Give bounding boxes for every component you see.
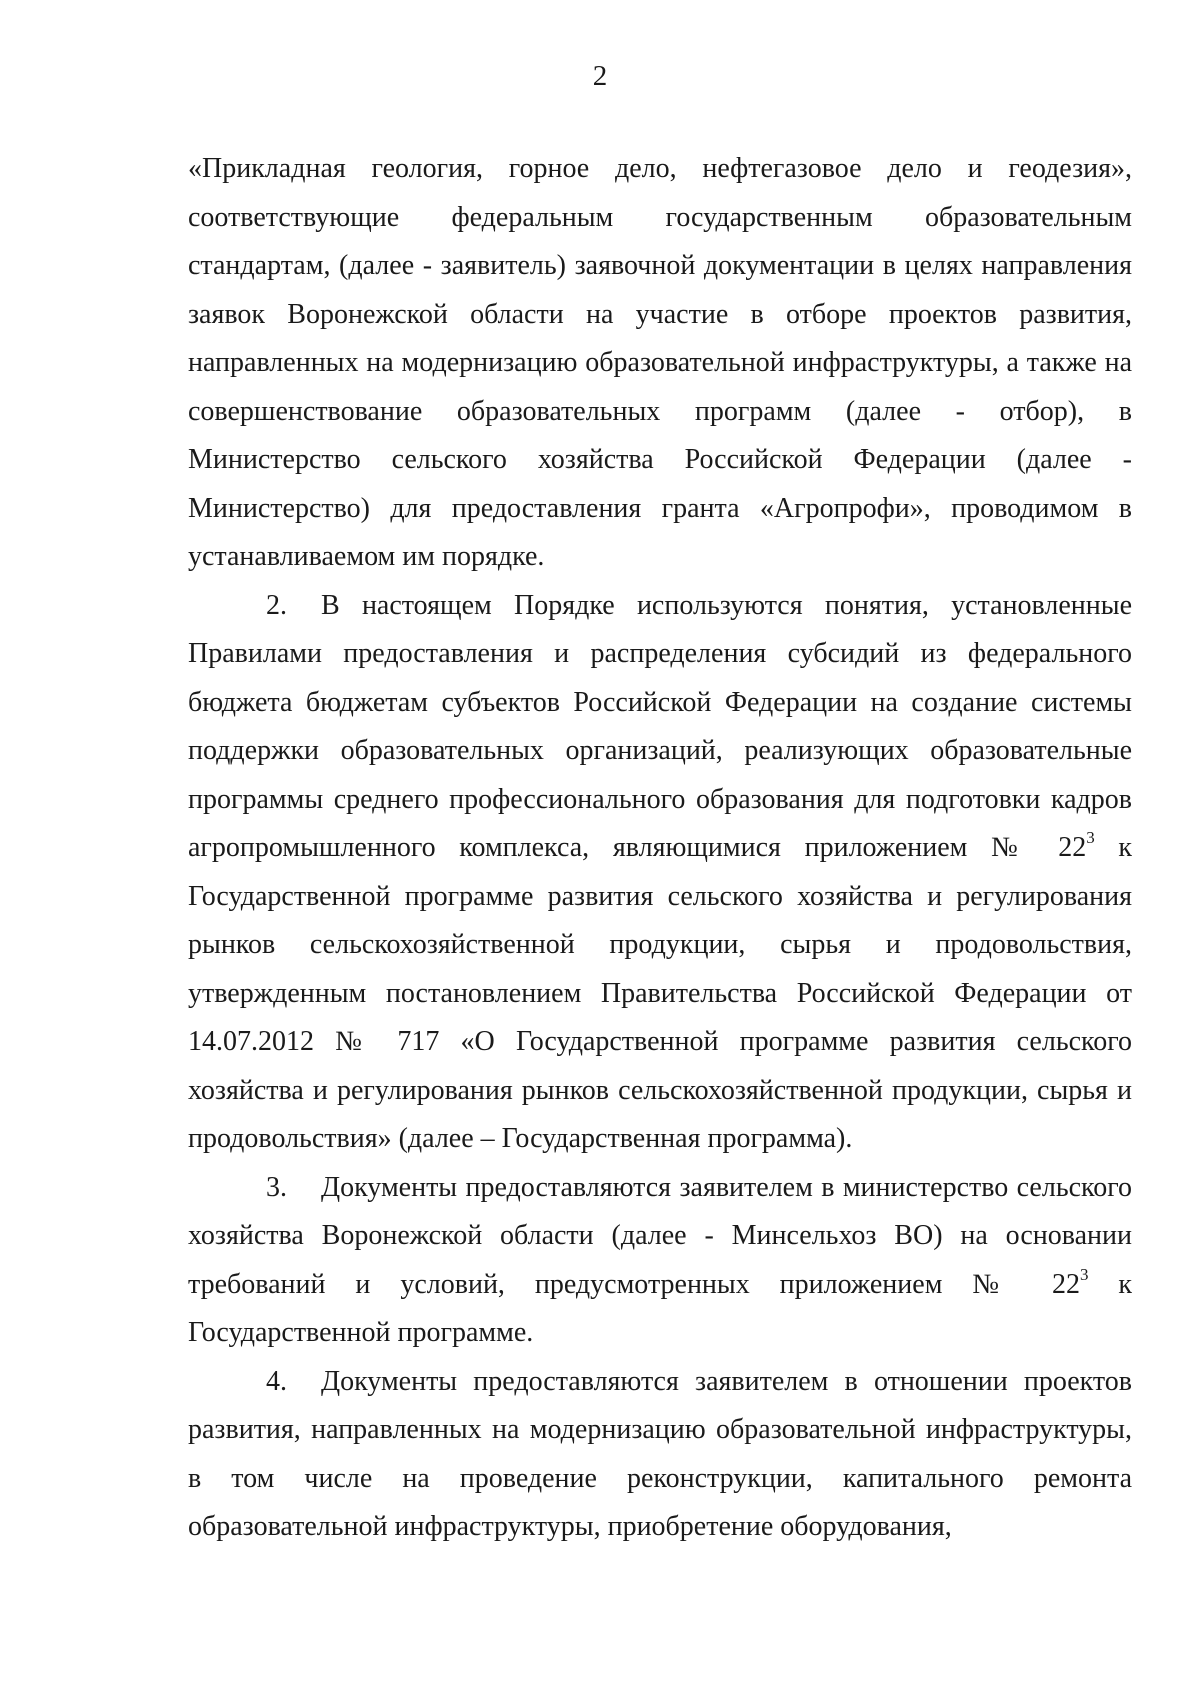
paragraph-1: «Прикладная геология, горное дело, нефтегазовое дело и геодезия», соответствующие федеральным государственным образовательным стандартам, (далее - заявитель) заявочной документации в целях направления заявок Воронежской области на участие в отборе проектов развития, направленных на модернизацию образовательной инфраструктуры, а также на совершенствование образовательных программ (далее - отбор), в Министерство сельского хозяйства Российской Федерации (далее - Министерство) для предоставления гранта «Агропрофи», проводимом в устанавливаемом им порядке. xyxy=(188,153,1132,572)
paragraph-3 xyxy=(188,1164,1132,1358)
document-body xyxy=(188,145,1132,1552)
paragraph-4-text: Документы предоставляются заявителем в отношении проектов развития, направленных на модернизацию образовательной инфраструктуры, в том числе на проведение реконструкции, капитального ремонта образовательной инфраструктуры, приобретение оборудования, xyxy=(188,1365,1132,1542)
paragraph-4-number: 4. xyxy=(266,1365,287,1397)
superscript: 3 xyxy=(1086,828,1095,847)
paragraph-2-number: 2. xyxy=(266,589,287,621)
paragraph-3-text: Документы предоставляются заявителем в министерство сельского хозяйства Воронежской области (далее - Минсельхоз ВО) на основании требований и условий, предусмотренных приложением № 22 xyxy=(188,1171,1132,1300)
page-number: 2 xyxy=(592,60,608,92)
paragraph-3-number: 3. xyxy=(266,1171,287,1203)
paragraph-2 xyxy=(188,582,1132,1164)
paragraph-4 xyxy=(188,1358,1132,1552)
paragraph-2-text-cont: к Государственной программе развития сельского хозяйства и регулирования рынков сельскохозяйственной продукции, сырья и продовольствия, утвержденным постановлением Правительства Российской Федерации от 14.07.2012 № 717 «О Государственной программе развития сельского хозяйства и регулирования рынков сельскохозяйственной продукции, сырья и продовольствия» (далее – Государственная программа). xyxy=(188,832,1133,1154)
paragraph-3-text-cont: к Государственной программе. xyxy=(188,1268,1132,1348)
superscript: 3 xyxy=(1079,1264,1089,1284)
paragraph-2-text: В настоящем Порядке используются понятия, установленные Правилами предоставления и распределения субсидий из федерального бюджета бюджетам субъектов Российской Федерации на создание системы поддержки образовательных организаций, реализующих образовательные программы среднего профессионального образования для подготовки кадров агропромышленного комплекса, являющимися приложением № 22 xyxy=(188,589,1132,863)
